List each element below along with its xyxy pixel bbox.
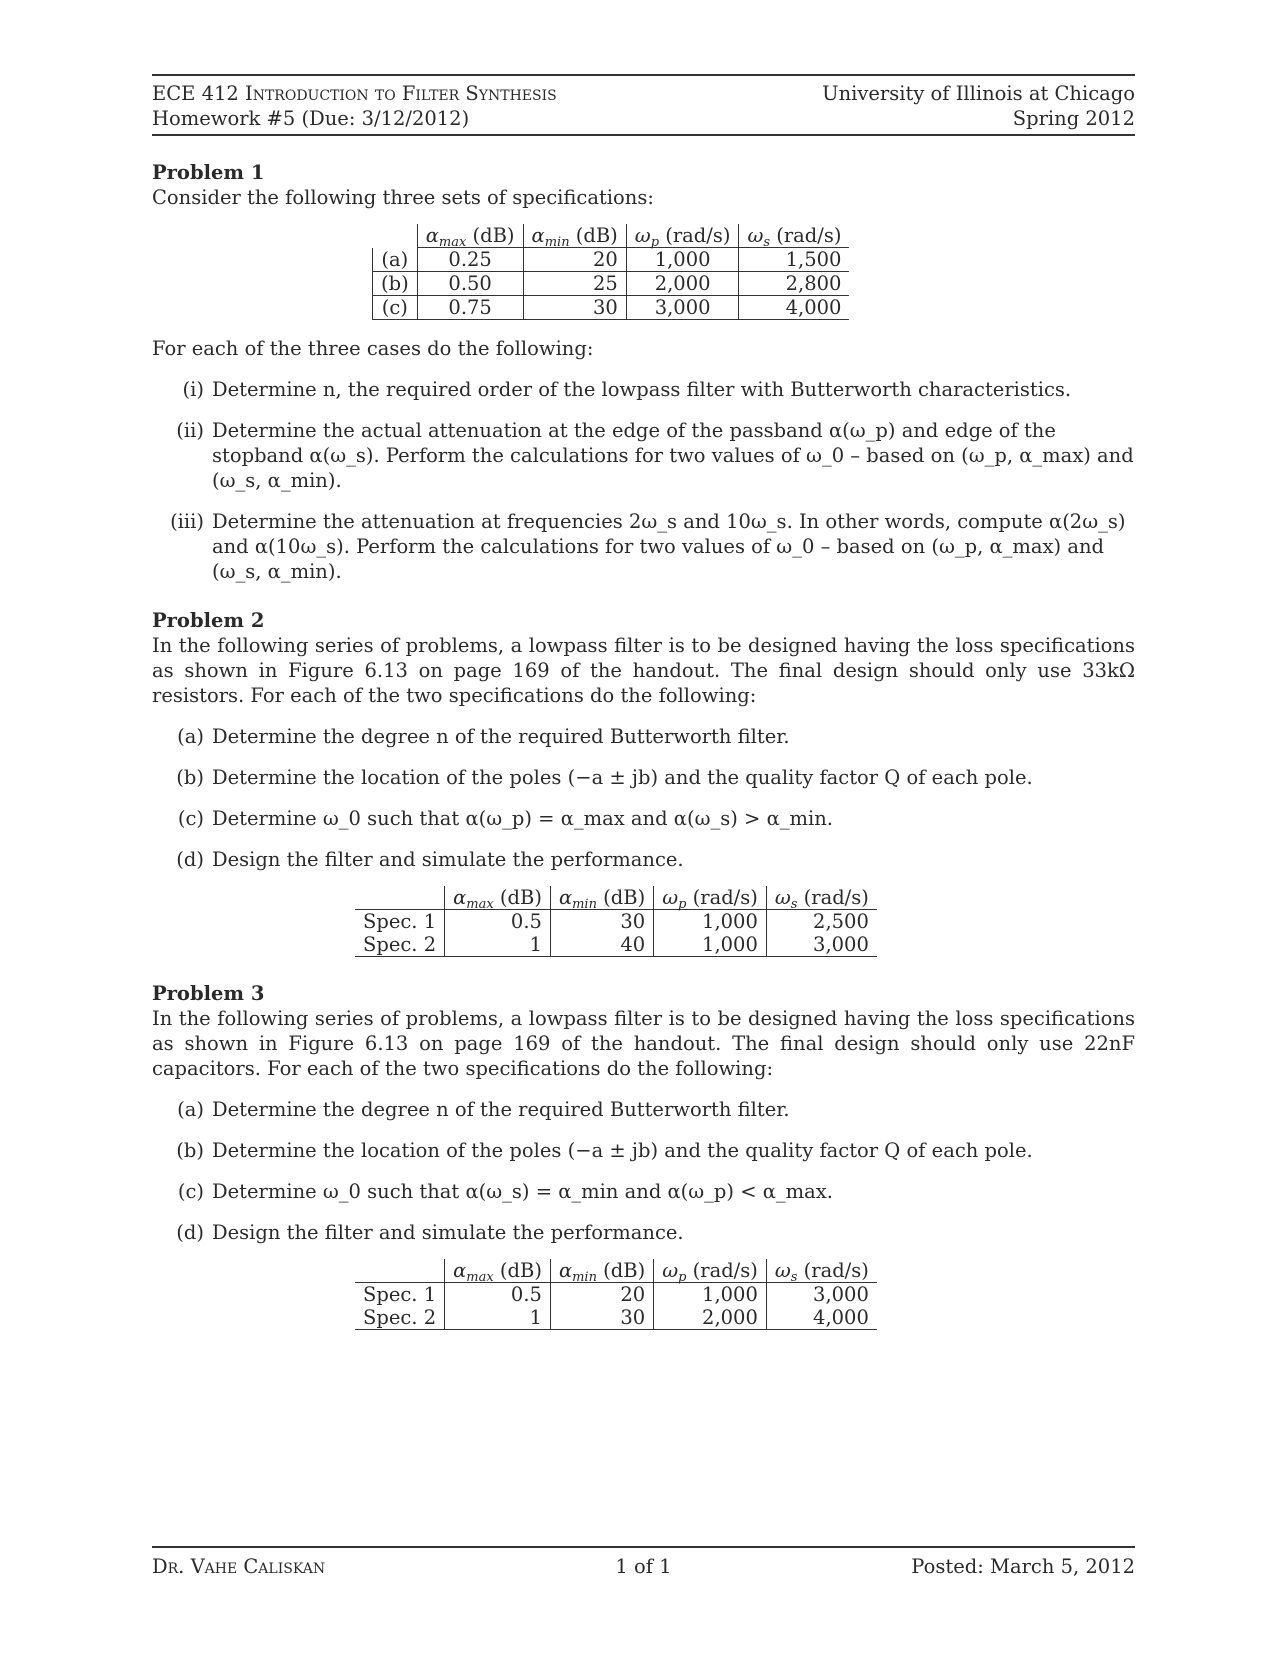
cell-wp: 1,000 bbox=[626, 248, 739, 272]
col-header-amax: $\alpha_{max}$ (dB) bbox=[417, 224, 523, 248]
problem-1-intro: Consider the following three sets of specifications: bbox=[152, 186, 654, 209]
col-header-ws: $\omega_s$ (rad/s) bbox=[766, 886, 877, 910]
item-label: (b) bbox=[176, 1139, 204, 1162]
cell-wp: 1,000 bbox=[654, 1283, 767, 1307]
item-text: Determine the actual attenuation at the edge of the passband α(ω_p) and edge of the stopband α(ω_s). Perform the calculations for two values of ω_0 – based on (ω_p, α_max) and (ω_s, α_min). bbox=[212, 419, 1134, 492]
problem-3-spec-table bbox=[355, 1259, 877, 1330]
col-header-ws: $\omega_s$ (rad/s) bbox=[766, 1259, 877, 1283]
cell-amax: 0.25 bbox=[417, 248, 523, 272]
col-header-amin: $\alpha_{min}$ (dB) bbox=[550, 886, 653, 910]
problem-2-tasks bbox=[152, 724, 1135, 872]
row-label: (b) bbox=[373, 272, 418, 296]
item-label: (iii) bbox=[170, 510, 204, 533]
table-row bbox=[355, 910, 877, 934]
cell-ws: 3,000 bbox=[813, 1283, 869, 1306]
cell-amax: 1 bbox=[445, 933, 551, 957]
col-header-amin: $\alpha_{min}$ (dB) bbox=[523, 224, 626, 248]
row-label: (a) bbox=[373, 248, 418, 272]
row-label: Spec. 1 bbox=[355, 910, 445, 934]
cell-ws: 3,000 bbox=[766, 933, 877, 957]
item-label: (a) bbox=[177, 1098, 204, 1121]
list-item bbox=[152, 418, 1135, 493]
cell-wp: 2,000 bbox=[654, 1306, 767, 1330]
cell-amin: 20 bbox=[550, 1283, 653, 1307]
course-number: ECE 412 bbox=[152, 82, 239, 105]
document-page bbox=[152, 0, 1136, 1578]
item-text: Determine the degree n of the required Butterworth filter. bbox=[212, 725, 790, 748]
col-header-amax: $\alpha_{max}$ (dB) bbox=[445, 1259, 551, 1283]
item-label: (d) bbox=[176, 1221, 204, 1244]
problem-3 bbox=[152, 981, 1135, 1330]
cell-amin: 30 bbox=[550, 910, 653, 934]
problem-1-tasks bbox=[152, 377, 1135, 584]
problem-1 bbox=[152, 160, 1135, 584]
cell-amax: 0.50 bbox=[417, 272, 523, 296]
list-item bbox=[152, 1138, 1135, 1163]
page-number: 1 of 1 bbox=[615, 1555, 672, 1578]
cell-wp: 1,000 bbox=[654, 933, 767, 957]
item-label: (i) bbox=[182, 378, 204, 401]
problem-2-intro: In the following series of problems, a lowpass filter is to be designed having the loss specifications as shown in Figure 6.13 on page 169 of the handout. The final design should only use 33kΩ resistors. For each of the two specifications do the following: bbox=[152, 634, 1135, 707]
footer-author: Dr. Vahe Caliskan bbox=[152, 1555, 326, 1578]
homework-title: Homework #5 (Due: 3/12/2012) bbox=[152, 107, 470, 130]
problem-3-intro: In the following series of problems, a lowpass filter is to be designed having the loss specifications as shown in Figure 6.13 on page 169 of the handout. The final design should only use 22nF capacitors. For each of the two specifications do the following: bbox=[152, 1007, 1135, 1080]
cell-ws: 4,000 bbox=[766, 1306, 877, 1330]
page-footer bbox=[152, 1546, 1135, 1579]
posted-date: Posted: March 5, 2012 bbox=[911, 1555, 1136, 1578]
item-text: Determine n, the required order of the lowpass filter with Butterworth characteristics. bbox=[212, 378, 1072, 401]
cell-amin: 20 bbox=[523, 248, 626, 272]
item-label: (ii) bbox=[176, 419, 204, 442]
table-row bbox=[355, 1283, 877, 1307]
cell-wp: 2,000 bbox=[626, 272, 739, 296]
list-item bbox=[152, 765, 1135, 790]
list-item bbox=[152, 1179, 1135, 1204]
header-top-rule bbox=[152, 74, 1135, 76]
cell-amax: 0.5 bbox=[445, 1283, 551, 1307]
header-bottom-rule bbox=[152, 134, 1135, 136]
footer-rule bbox=[152, 1546, 1135, 1548]
list-item bbox=[152, 806, 1135, 831]
cell-amin: 30 bbox=[523, 296, 626, 320]
item-text: Determine the location of the poles (−a ± jb) and the quality factor Q of each pole. bbox=[212, 766, 1033, 789]
course-line bbox=[152, 81, 557, 106]
cell-amax: 0.75 bbox=[417, 296, 523, 320]
list-item bbox=[152, 724, 1135, 749]
cell-ws: 2,500 bbox=[813, 910, 869, 933]
col-header-amin: $\alpha_{min}$ (dB) bbox=[550, 1259, 653, 1283]
cell-amax: 1 bbox=[445, 1306, 551, 1330]
cell-ws: 2,800 bbox=[739, 272, 850, 296]
problem-3-tasks bbox=[152, 1097, 1135, 1245]
row-label: (c) bbox=[373, 296, 418, 320]
cell-ws: 4,000 bbox=[739, 296, 850, 320]
row-label: Spec. 2 bbox=[355, 1306, 445, 1330]
cell-amin: 40 bbox=[550, 933, 653, 957]
col-header-amax: $\alpha_{max}$ (dB) bbox=[445, 886, 551, 910]
row-label: Spec. 2 bbox=[355, 933, 445, 957]
item-text: Determine the degree n of the required Butterworth filter. bbox=[212, 1098, 790, 1121]
item-label: (c) bbox=[177, 807, 204, 830]
cell-ws: 1,500 bbox=[739, 248, 850, 272]
item-text: Design the filter and simulate the performance. bbox=[212, 848, 684, 871]
item-label: (d) bbox=[176, 848, 204, 871]
page-header bbox=[152, 74, 1135, 136]
problem-3-title: Problem 3 bbox=[152, 982, 265, 1005]
list-item bbox=[152, 377, 1135, 402]
col-header-wp: $\omega_p$ (rad/s) bbox=[654, 1259, 767, 1283]
item-text: Design the filter and simulate the performance. bbox=[212, 1221, 684, 1244]
problem-1-lead: For each of the three cases do the following: bbox=[152, 337, 594, 360]
item-text: Determine the attenuation at frequencies 2ω_s and 10ω_s. In other words, compute α(2ω_s) and α(10ω_s). Perform the calculations for two values of ω_0 – based on (ω_p, α_max) and (ω_s, α_min). bbox=[212, 510, 1126, 583]
cell-amin: 25 bbox=[523, 272, 626, 296]
cell-amin: 30 bbox=[550, 1306, 653, 1330]
cell-amax: 0.5 bbox=[445, 910, 551, 934]
course-title: Introduction to Filter Synthesis bbox=[245, 82, 557, 105]
list-item bbox=[152, 1097, 1135, 1122]
problem-1-spec-table bbox=[372, 224, 849, 320]
list-item bbox=[152, 847, 1135, 872]
problem-2 bbox=[152, 608, 1135, 957]
table-row bbox=[355, 1306, 877, 1330]
table-row bbox=[355, 933, 877, 957]
col-header-wp: $\omega_p$ (rad/s) bbox=[654, 886, 767, 910]
problem-1-title: Problem 1 bbox=[152, 161, 265, 184]
item-label: (a) bbox=[177, 725, 204, 748]
item-text: Determine the location of the poles (−a ± jb) and the quality factor Q of each pole. bbox=[212, 1139, 1033, 1162]
list-item bbox=[152, 1220, 1135, 1245]
university-name: University of Illinois at Chicago bbox=[822, 82, 1135, 105]
cell-wp: 3,000 bbox=[626, 296, 739, 320]
item-text: Determine ω_0 such that α(ω_s) = α_min and α(ω_p) < α_max. bbox=[212, 1180, 833, 1203]
table-row bbox=[373, 248, 850, 272]
list-item bbox=[152, 509, 1135, 584]
problem-2-spec-table bbox=[355, 886, 877, 957]
item-label: (c) bbox=[177, 1180, 204, 1203]
cell-wp: 1,000 bbox=[654, 910, 767, 934]
row-label: Spec. 1 bbox=[355, 1283, 445, 1307]
col-header-wp: $\omega_p$ (rad/s) bbox=[626, 224, 739, 248]
table-row bbox=[373, 272, 850, 296]
problem-2-title: Problem 2 bbox=[152, 609, 265, 632]
col-header-ws: $\omega_s$ (rad/s) bbox=[739, 224, 850, 248]
table-row bbox=[373, 296, 850, 320]
semester: Spring 2012 bbox=[1012, 107, 1135, 130]
item-label: (b) bbox=[176, 766, 204, 789]
item-text: Determine ω_0 such that α(ω_p) = α_max and α(ω_s) > α_min. bbox=[212, 807, 833, 830]
